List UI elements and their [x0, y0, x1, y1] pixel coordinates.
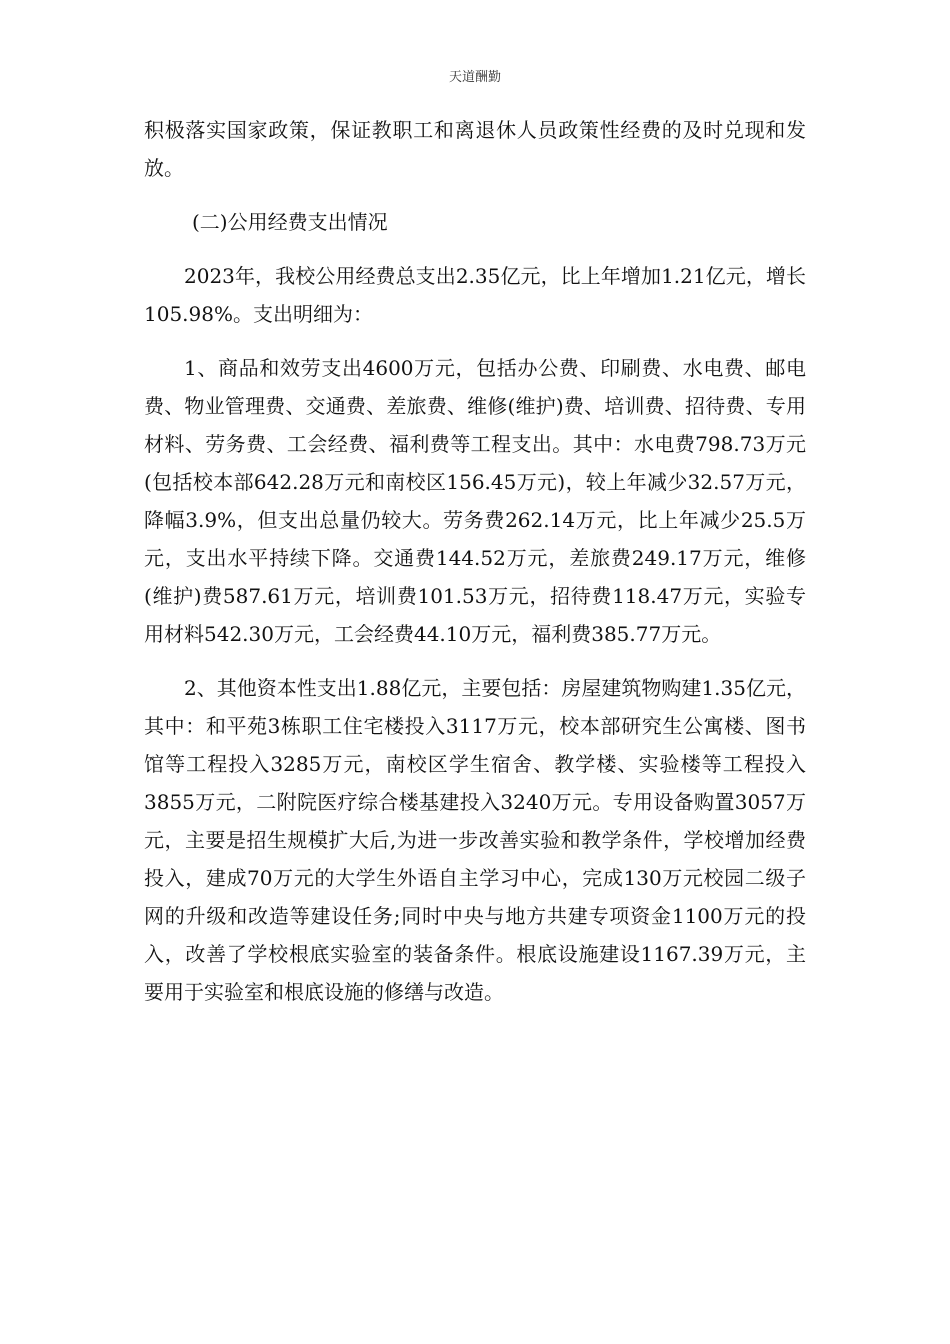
paragraph-goods-services: 1、商品和效劳支出4600万元，包括办公费、印刷费、水电费、邮电费、物业管理费、交通费、差旅费、维修(维护)费、培训费、招待费、专用材料、劳务费、工会经费、福利费等工程支出。其中：水电费798.73万元(包括校本部642.28万元和南校区156.45万元)，较上年减少32.57万元，降幅3.9%，但支出总量仍较大。劳务费262.14万元，比上年减少25.5万元，支出水平持续下降。交通费144.52万元，差旅费249.17万元，维修(维护)费587.61万元，培训费101.53万元，招待费118.47万元，实验专用材料542.30万元，工会经费44.10万元，福利费385.77万元。: [144, 356, 806, 646]
section-heading: (二)公用经费支出情况: [192, 210, 388, 234]
document-body: [144, 111, 806, 1027]
paragraph-continuation: 积极落实国家政策，保证教职工和离退休人员政策性经费的及时兑现和发放。: [144, 118, 806, 180]
paragraph-summary: 2023年，我校公用经费总支出2.35亿元，比上年增加1.21亿元，增长105.98%。支出明细为：: [144, 264, 806, 326]
paragraph-capital-expenditure: 2、其他资本性支出1.88亿元，主要包括：房屋建筑物购建1.35亿元，其中：和平苑3栋职工住宅楼投入3117万元，校本部研究生公寓楼、图书馆等工程投入3285万元，南校区学生宿舍、教学楼、实验楼等工程投入3855万元，二附院医疗综合楼基建投入3240万元。专用设备购置3057万元，主要是招生规模扩大后,为进一步改善实验和教学条件，学校增加经费投入，建成70万元的大学生外语自主学习中心，完成130万元校园二级子网的升级和改造等建设任务;同时中央与地方共建专项资金1100万元的投入，改善了学校根底实验室的装备条件。根底设施建设1167.39万元，主要用于实验室和根底设施的修缮与改造。: [144, 676, 806, 1004]
page-header: 天道酬勤: [448, 70, 501, 85]
